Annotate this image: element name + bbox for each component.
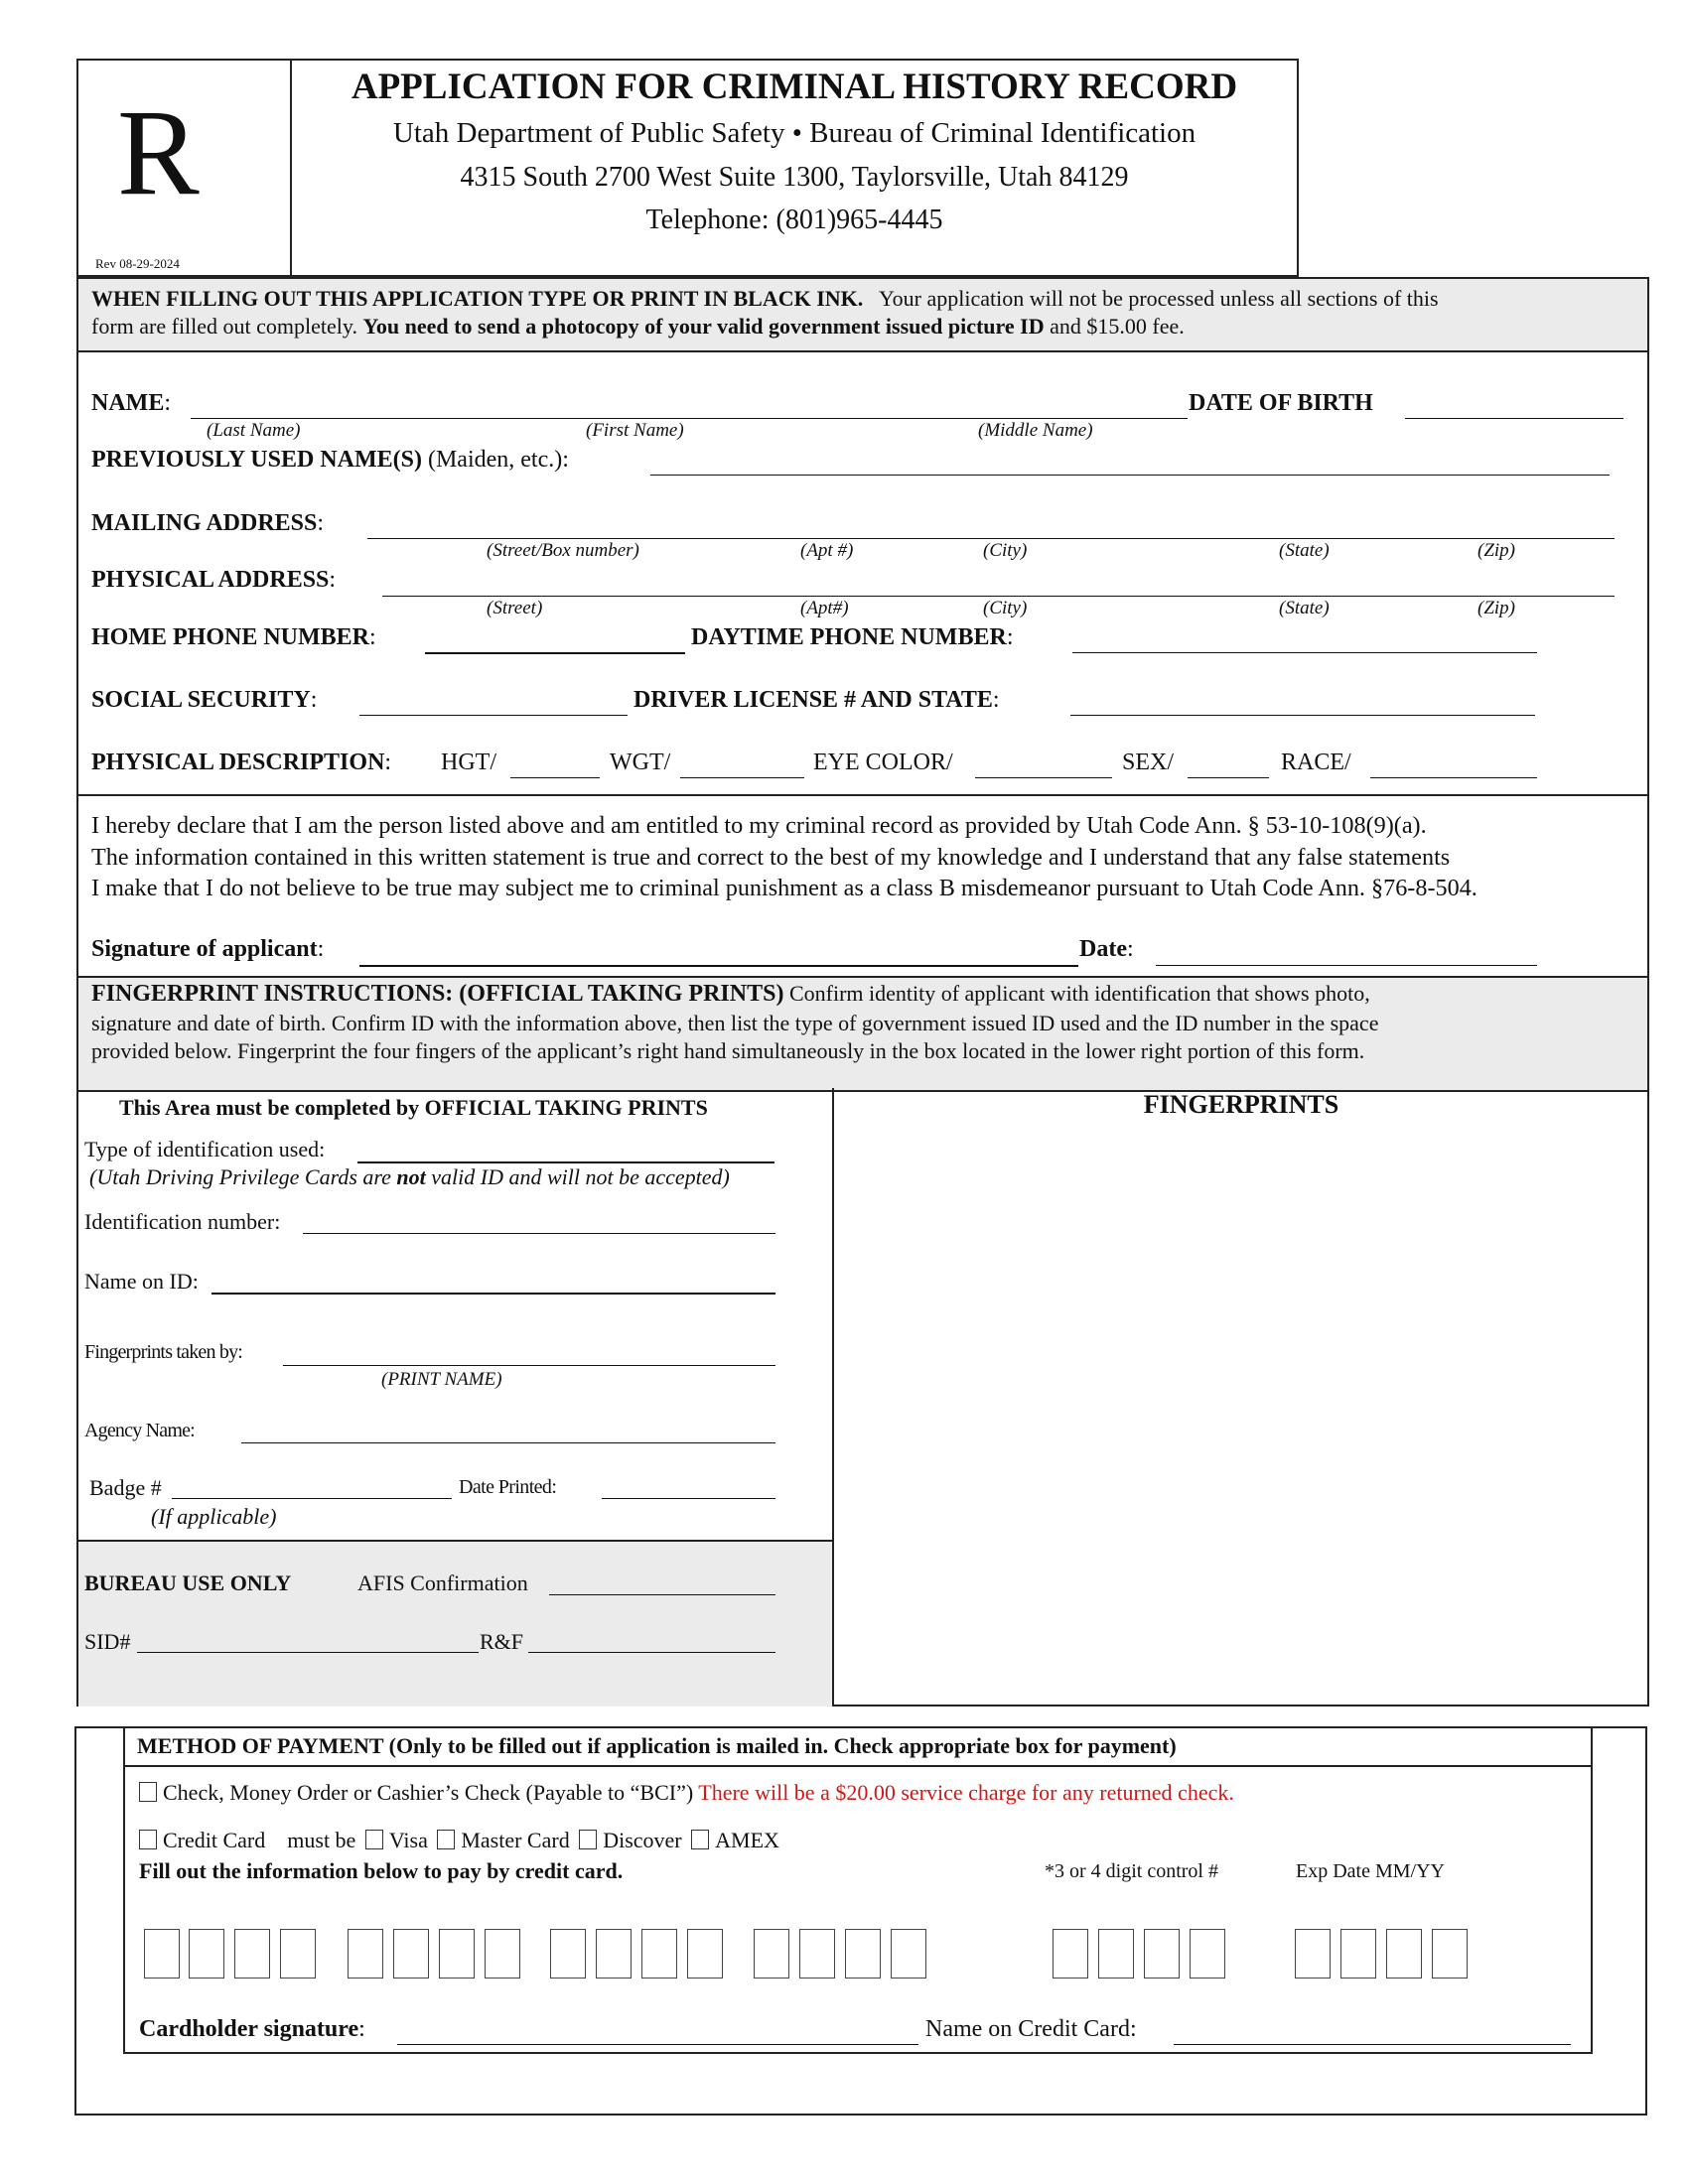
id-type-label: Type of identification used: (84, 1137, 326, 1161)
notice-line-1 (91, 286, 1439, 312)
payment-heading: METHOD OF PAYMENT (Only to be filled out if application is mailed in. Check appropriate box for payment) (137, 1733, 1177, 1758)
date-label: Date: (1079, 936, 1134, 962)
rf-line (528, 1652, 775, 1653)
card-digit-box[interactable] (596, 1929, 632, 1979)
payment-heading-divider (125, 1765, 1591, 1767)
control-digit-box[interactable] (1098, 1929, 1134, 1979)
official-heading: This Area must be completed by OFFICIAL TAKING PRINTS (119, 1095, 708, 1120)
notice-text-a: Your application will not be processed unless all sections of this (878, 286, 1439, 311)
must-be-label: must be (287, 1828, 356, 1852)
ssn-input[interactable] (363, 688, 622, 714)
name-on-card-line (1174, 2044, 1571, 2045)
date-printed-input[interactable] (606, 1472, 772, 1497)
home-phone-label: HOME PHONE NUMBER: (91, 624, 376, 650)
notice-bold-lead: WHEN FILLING OUT THIS APPLICATION TYPE OR PRINT IN BLACK INK. (91, 286, 864, 311)
logo-r: R (117, 84, 200, 220)
eye-label: EYE COLOR/ (813, 750, 953, 775)
taken-by-input[interactable] (287, 1339, 772, 1364)
prev-names-input[interactable] (655, 448, 1604, 474)
name-label: NAME: (91, 390, 171, 416)
signature-input[interactable] (363, 937, 1072, 964)
daytime-phone-input[interactable] (1076, 625, 1531, 651)
race-line (1370, 777, 1537, 778)
sex-label: SEX/ (1122, 750, 1175, 775)
if-applicable-caption: (If applicable) (151, 1504, 277, 1529)
dl-input[interactable] (1074, 688, 1529, 714)
id-number-label: Identification number: (84, 1209, 281, 1234)
fp-instructions-line-3: provided below. Fingerprint the four fingers of the applicant’s right hand simultaneously in the box located in the lower right portion of this form. (91, 1038, 1365, 1063)
cc-instruction: Fill out the information below to pay by credit card. (139, 1858, 624, 1883)
exp-digit-box[interactable] (1295, 1929, 1331, 1979)
signature-line (359, 965, 1078, 967)
sid-input[interactable] (141, 1626, 475, 1651)
afis-input[interactable] (553, 1569, 772, 1593)
wgt-input[interactable] (683, 751, 800, 776)
agency-address: 4315 South 2700 West Suite 1300, Taylorsville, Utah 84129 (460, 162, 1129, 193)
daytime-phone-line (1072, 652, 1537, 653)
card-digit-box[interactable] (550, 1929, 586, 1979)
check-warning: There will be a $20.00 service charge for any returned check. (698, 1780, 1234, 1805)
daytime-phone-label: DAYTIME PHONE NUMBER: (691, 624, 1014, 650)
dl-label: DRIVER LICENSE # AND STATE: (633, 687, 1000, 713)
exp-digit-box[interactable] (1386, 1929, 1422, 1979)
id-type-line (357, 1161, 774, 1163)
badge-label: Badge # (89, 1475, 162, 1500)
name-on-id-input[interactable] (215, 1267, 772, 1292)
mailing-caption-city: (City) (983, 540, 1028, 561)
afis-line (549, 1594, 775, 1595)
cardholder-label: Cardholder signature: (139, 2016, 365, 2042)
agency-name-line (241, 1442, 775, 1443)
ssn-line (359, 715, 628, 716)
card-digit-box[interactable] (845, 1929, 881, 1979)
bureau-band (78, 1540, 832, 1706)
visa-checkbox[interactable] (365, 1830, 383, 1849)
mailing-line (367, 538, 1615, 539)
mailing-caption-state: (State) (1279, 540, 1330, 561)
phys-desc-label: PHYSICAL DESCRIPTION: (91, 750, 392, 775)
prev-names-line (650, 475, 1610, 476)
print-name-caption: (PRINT NAME) (381, 1369, 502, 1390)
payment-inner-frame (123, 1726, 1593, 2054)
notice-text-b: form are filled out completely. (91, 314, 357, 339)
agency-name-label: Agency Name: (84, 1420, 195, 1441)
dob-line (1405, 418, 1623, 419)
signature-label: Signature of applicant: (91, 936, 325, 962)
wgt-line (680, 777, 804, 778)
exp-label: Exp Date MM/YY (1296, 1860, 1445, 1882)
vertical-divider (832, 1088, 834, 1706)
check-option-row (139, 1780, 1234, 1806)
card-digit-box[interactable] (754, 1929, 789, 1979)
date-printed-line (602, 1498, 775, 1499)
sid-line (137, 1652, 479, 1653)
amex-checkbox[interactable] (691, 1830, 709, 1849)
first-name-caption: (First Name) (586, 420, 684, 441)
control-digit-box[interactable] (1190, 1929, 1225, 1979)
exp-digit-box[interactable] (1432, 1929, 1468, 1979)
notice-text-c: and $15.00 fee. (1050, 314, 1185, 339)
sex-input[interactable] (1190, 751, 1267, 776)
mailing-caption-street: (Street/Box number) (487, 540, 639, 561)
sex-line (1188, 777, 1269, 778)
physical-label: PHYSICAL ADDRESS: (91, 567, 337, 593)
amex-label: AMEX (715, 1828, 779, 1852)
taken-by-label: Fingerprints taken by: (84, 1341, 243, 1363)
credit-card-label: Credit Card (163, 1828, 266, 1852)
physical-line (382, 596, 1615, 597)
physical-caption-city: (City) (983, 598, 1028, 618)
mailing-input[interactable] (371, 511, 1608, 537)
prev-names-label: PREVIOUSLY USED NAME(S) (Maiden, etc.): (91, 447, 569, 473)
card-digit-box[interactable] (234, 1929, 270, 1979)
mailing-caption-apt: (Apt #) (800, 540, 854, 561)
cardholder-line (397, 2044, 918, 2045)
afis-label: AFIS Confirmation (357, 1570, 528, 1595)
middle-name-caption: (Middle Name) (978, 420, 1093, 441)
notice-line-2 (91, 314, 1185, 340)
card-digit-box[interactable] (189, 1929, 224, 1979)
mastercard-label: Master Card (461, 1828, 570, 1852)
visa-label: Visa (388, 1828, 428, 1852)
physical-input[interactable] (385, 568, 1607, 594)
mastercard-checkbox[interactable] (437, 1830, 455, 1849)
card-digit-box[interactable] (687, 1929, 723, 1979)
date-printed-label: Date Printed: (459, 1476, 557, 1498)
credit-card-checkbox[interactable] (139, 1830, 157, 1849)
sid-label: SID# (84, 1629, 131, 1654)
eye-input[interactable] (978, 751, 1109, 776)
control-digit-box[interactable] (1144, 1929, 1180, 1979)
cardholder-input[interactable] (401, 2017, 913, 2043)
physical-caption-state: (State) (1279, 598, 1330, 618)
wgt-label: WGT/ (610, 750, 671, 775)
agency-name-input[interactable] (245, 1417, 772, 1441)
name-input[interactable] (195, 391, 1178, 417)
fp-instructions-line-2: signature and date of birth. Confirm ID with the information above, then list the type of government issued ID used and the ID number in the space (91, 1011, 1379, 1035)
exp-digit-box[interactable] (1340, 1929, 1376, 1979)
bureau-heading: BUREAU USE ONLY (84, 1570, 292, 1595)
fingerprints-heading: FINGERPRINTS (1143, 1090, 1339, 1119)
rf-label: R&F (480, 1629, 524, 1654)
physical-caption-apt: (Apt#) (800, 598, 849, 618)
id-number-line (303, 1233, 775, 1234)
id-number-input[interactable] (307, 1207, 772, 1232)
declaration-line-1: I hereby declare that I am the person listed above and am entitled to my criminal record as provided by Utah Code Ann. § 53-10-108(9)(a). (91, 812, 1427, 839)
check-option-label: Check, Money Order or Cashier’s Check (Payable to “BCI”) (163, 1780, 694, 1805)
check-checkbox[interactable] (139, 1782, 157, 1802)
date-input[interactable] (1160, 937, 1531, 964)
card-digit-box[interactable] (348, 1929, 383, 1979)
hgt-input[interactable] (512, 751, 598, 776)
card-digit-box[interactable] (393, 1929, 429, 1979)
eye-line (975, 777, 1112, 778)
declaration-line-2: The information contained in this written statement is true and correct to the best of my knowledge and I understand that any false statements (91, 844, 1451, 871)
card-digit-box[interactable] (280, 1929, 316, 1979)
notice-bold-b: You need to send a photocopy of your valid government issued picture ID (362, 314, 1045, 339)
card-digit-box[interactable] (891, 1929, 926, 1979)
divider-declaration (78, 794, 1647, 796)
card-digit-box[interactable] (485, 1929, 520, 1979)
declaration-line-3: I make that I do not believe to be true may subject me to criminal punishment as a class B misdemeanor pursuant to Utah Code Ann. §76-8-504. (91, 875, 1477, 901)
name-on-card-input[interactable] (1178, 2017, 1565, 2043)
revision-date: Rev 08-29-2024 (95, 256, 180, 271)
physical-caption-zip: (Zip) (1477, 598, 1515, 618)
home-phone-input[interactable] (429, 625, 679, 651)
physical-caption-street: (Street) (487, 598, 543, 618)
home-phone-line (425, 652, 685, 654)
agency-phone: Telephone: (801)965-4445 (645, 205, 943, 235)
discover-checkbox[interactable] (579, 1830, 597, 1849)
badge-line (172, 1498, 452, 1499)
dl-line (1070, 715, 1535, 716)
id-note: (Utah Driving Privilege Cards are not valid ID and will not be accepted) (89, 1164, 730, 1189)
hgt-line (510, 777, 600, 778)
taken-by-line (283, 1365, 775, 1366)
agency-name: Utah Department of Public Safety • Bureau of Criminal Identification (392, 117, 1196, 149)
fp-instructions-line-1 (91, 981, 1370, 1008)
mailing-label: MAILING ADDRESS: (91, 510, 325, 536)
mailing-caption-zip: (Zip) (1477, 540, 1515, 561)
card-option-row (139, 1828, 779, 1853)
name-on-id-line (211, 1293, 775, 1295)
name-on-id-label: Name on ID: (84, 1269, 199, 1294)
discover-label: Discover (603, 1828, 682, 1852)
card-digit-box[interactable] (799, 1929, 835, 1979)
dob-input[interactable] (1408, 391, 1617, 417)
id-type-input[interactable] (361, 1136, 771, 1160)
hgt-label: HGT/ (441, 750, 496, 775)
name-on-card-label: Name on Credit Card: (925, 2016, 1137, 2042)
card-digit-box[interactable] (144, 1929, 180, 1979)
fp-instructions-text-1: Confirm identity of applicant with identification that shows photo, (788, 981, 1370, 1006)
control-digit-box[interactable] (1053, 1929, 1088, 1979)
card-digit-box[interactable] (439, 1929, 475, 1979)
ssn-label: SOCIAL SECURITY: (91, 687, 318, 713)
fingerprint-capture-area[interactable] (836, 1132, 1645, 1703)
dob-label: DATE OF BIRTH (1189, 390, 1373, 416)
control-label: *3 or 4 digit control # (1045, 1860, 1218, 1882)
card-digit-box[interactable] (641, 1929, 677, 1979)
name-line (191, 418, 1188, 419)
last-name-caption: (Last Name) (207, 420, 301, 441)
date-line (1156, 965, 1537, 966)
badge-input[interactable] (176, 1472, 448, 1497)
rf-input[interactable] (532, 1626, 772, 1651)
page-title: APPLICATION FOR CRIMINAL HISTORY RECORD (351, 67, 1238, 107)
fp-instructions-bold: FINGERPRINT INSTRUCTIONS: (OFFICIAL TAKING PRINTS) (91, 981, 784, 1007)
race-input[interactable] (1373, 751, 1534, 776)
race-label: RACE/ (1281, 750, 1351, 775)
